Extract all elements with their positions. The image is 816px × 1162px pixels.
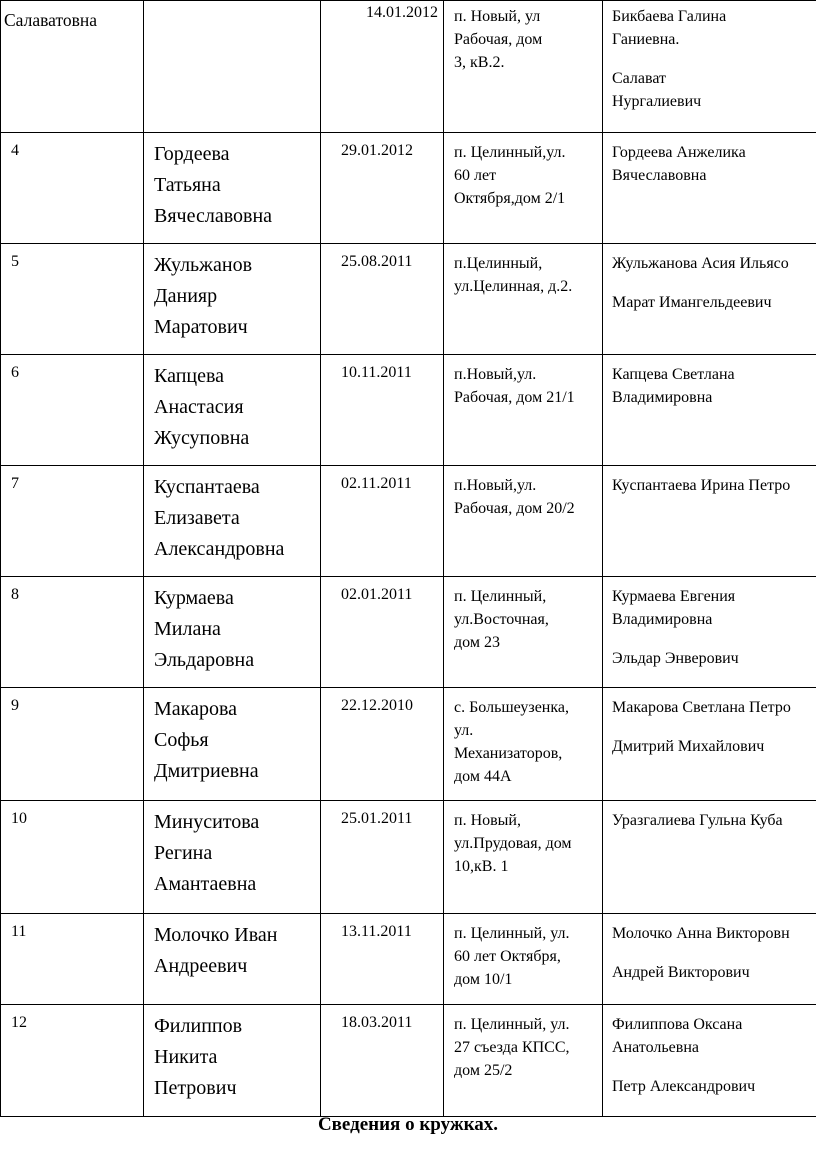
address-line: 60 лет: [454, 167, 497, 184]
child-name-line: Капцева: [154, 365, 225, 387]
address-line: 3, кВ.2.: [454, 54, 505, 71]
address-cell: [444, 355, 603, 466]
address-line: 27 съезда КПСС,: [454, 1039, 570, 1056]
parents-cell: [603, 244, 816, 355]
child-name-line: Регина: [154, 842, 213, 864]
address-line: ул.Целинная, д.2.: [454, 278, 573, 295]
child-name-line: Маратович: [154, 316, 248, 338]
table-row: [1, 133, 816, 244]
child-name-line: Татьяна: [154, 174, 221, 196]
address-line: п. Целинный,: [454, 588, 547, 605]
address-cell: [444, 914, 603, 1005]
birth-date-cell: [321, 355, 444, 466]
child-name-line: Никита: [154, 1046, 218, 1068]
parent-name-line: Куспантаева Ирина Петро: [612, 477, 791, 494]
address-line: п.Новый,ул.: [454, 366, 537, 383]
address-line: Механизаторов,: [454, 745, 563, 762]
table-row: [1, 801, 816, 914]
parents-info: [603, 1005, 816, 1098]
child-name-line: Куспантаева: [154, 476, 260, 498]
parents-cell: [603, 577, 816, 688]
address-line: дом 25/2: [454, 1062, 513, 1079]
child-name: [144, 914, 320, 982]
address-line: п.Новый,ул.: [454, 477, 537, 494]
address-line: ул.Восточная,: [454, 611, 549, 628]
table-row: [1, 1, 816, 133]
child-name-line: Елизавета: [154, 507, 240, 529]
child-name-line: Александровна: [154, 538, 285, 560]
parent-name-line: Салават: [612, 70, 667, 87]
row-number: 10: [11, 810, 27, 827]
child-name-cell: [144, 577, 321, 688]
birth-date: 02.01.2011: [341, 586, 413, 603]
address-line: п. Новый, ул: [454, 8, 541, 25]
parents-cell: [603, 355, 816, 466]
birth-date-cell: [321, 133, 444, 244]
roster-body: [1, 1, 816, 1117]
child-name-line: Петрович: [154, 1077, 237, 1099]
address-line: дом 23: [454, 634, 500, 651]
child-name-line: Жусуповна: [154, 427, 250, 449]
row-number: 6: [11, 364, 19, 381]
table-row: [1, 355, 816, 466]
birth-date-cell: [321, 1005, 444, 1117]
row-number: 5: [11, 253, 19, 270]
parent-name-line: Эльдар Энверович: [612, 650, 739, 667]
address-line: Рабочая, дом 21/1: [454, 389, 575, 406]
birth-date: 10.11.2011: [341, 364, 412, 381]
child-name-line: Дмитриевна: [154, 760, 259, 782]
parents-cell: [603, 801, 816, 914]
address-cell: [444, 1, 603, 133]
address-line: Рабочая, дом: [454, 31, 543, 48]
row-number-cell: [1, 133, 144, 244]
row-number-cell: [1, 1, 144, 133]
birth-date-cell: [321, 1, 444, 133]
parents-info: [603, 688, 816, 758]
parents-info: [603, 801, 816, 832]
parents-cell: [603, 1, 816, 133]
child-name-line: Молочко Иван: [154, 924, 278, 946]
child-name-cell: [144, 914, 321, 1005]
row-number-cell: [1, 355, 144, 466]
birth-date-cell: [321, 914, 444, 1005]
child-name: [144, 355, 320, 454]
row-number-cell: [1, 577, 144, 688]
parent-name-line: Андрей Викторович: [612, 964, 750, 981]
birth-date: 22.12.2010: [341, 697, 413, 714]
parent-name-line: Вячеславовна: [612, 167, 707, 184]
parent-name-line: Марат Имангельдеевич: [612, 294, 772, 311]
child-name-cell: [144, 688, 321, 801]
address-line: п. Целинный, ул.: [454, 925, 570, 942]
address-line: п. Целинный,ул.: [454, 144, 566, 161]
child-name-line: Минуситова: [154, 811, 260, 833]
address-line: дом 44А: [454, 768, 512, 785]
birth-date-cell: [321, 688, 444, 801]
home-address: [444, 914, 602, 991]
table-row: [1, 577, 816, 688]
child-name: [144, 688, 320, 787]
parent-name-line: Ганиевна.: [612, 31, 680, 48]
address-line: с. Большеузенка,: [454, 699, 569, 716]
table-row: [1, 244, 816, 355]
parents-cell: [603, 914, 816, 1005]
child-name-line: Анастасия: [154, 396, 244, 418]
parent-name-line: Анатольевна: [612, 1039, 699, 1056]
birth-date: 13.11.2011: [341, 923, 412, 940]
parents-cell: [603, 688, 816, 801]
birth-date-cell: [321, 577, 444, 688]
address-cell: [444, 801, 603, 914]
parents-info: [603, 466, 816, 497]
table-row: [1, 688, 816, 801]
row-number-cell: [1, 688, 144, 801]
address-line: ул.Прудовая, дом: [454, 835, 572, 852]
child-name: [144, 1, 320, 7]
parent-name-line: Уразгалиева Гульна Куба: [612, 812, 783, 829]
address-line: Рабочая, дом 20/2: [454, 500, 575, 517]
address-line: п.Целинный,: [454, 255, 543, 272]
birth-date: 18.03.2011: [341, 1014, 413, 1031]
row-number-cell: [1, 244, 144, 355]
parent-name-line: Курмаева Евгения: [612, 588, 736, 605]
home-address: [444, 355, 602, 409]
birth-date: 02.11.2011: [341, 475, 412, 492]
parent-name-line: Дмитрий Михайлович: [612, 738, 765, 755]
row-number: Салаватовна: [4, 10, 98, 30]
child-name-line: Данияр: [154, 285, 218, 307]
address-line: п. Целинный, ул.: [454, 1016, 570, 1033]
parents-info: [603, 355, 816, 409]
parent-name-line: Владимировна: [612, 389, 713, 406]
address-line: ул.: [454, 722, 474, 739]
child-name-line: Жульжанов: [154, 254, 253, 276]
child-name: [144, 1005, 320, 1104]
row-number: 8: [11, 586, 19, 603]
child-name-cell: [144, 1005, 321, 1117]
row-number-cell: [1, 466, 144, 577]
child-name-line: Вячеславовна: [154, 205, 273, 227]
child-name-cell: [144, 133, 321, 244]
parents-info: [603, 244, 816, 314]
section-heading-text: Сведения о кружках.: [317, 1114, 499, 1135]
parents-info: [603, 577, 816, 670]
child-name-line: Макарова: [154, 698, 238, 720]
home-address: [444, 1005, 602, 1082]
child-name-line: Андреевич: [154, 955, 248, 977]
birth-date-cell: [321, 244, 444, 355]
row-number: 7: [11, 475, 19, 492]
parent-name-line: Макарова Светлана Петро: [612, 699, 791, 716]
home-address: [444, 577, 602, 654]
parent-name-line: Капцева Светлана: [612, 366, 735, 383]
row-number: 12: [11, 1014, 27, 1031]
child-name-cell: [144, 466, 321, 577]
address-line: дом 10/1: [454, 971, 513, 988]
parent-name-line: Филиппова Оксана: [612, 1016, 743, 1033]
child-name-cell: [144, 355, 321, 466]
child-name-cell: [144, 1, 321, 133]
address-line: Октября,дом 2/1: [454, 190, 566, 207]
parent-name-line: Гордеева Анжелика: [612, 144, 746, 161]
parents-info: [603, 914, 816, 984]
row-number: 11: [11, 923, 27, 940]
birth-date: 25.08.2011: [341, 253, 413, 270]
address-cell: [444, 133, 603, 244]
birth-date-cell: [321, 801, 444, 914]
row-number-cell: [1, 914, 144, 1005]
child-name-line: Эльдаровна: [154, 649, 255, 671]
home-address: [444, 801, 602, 878]
table-row: [1, 1005, 816, 1117]
parent-name-line: Петр Александрович: [612, 1078, 756, 1095]
row-number: 9: [11, 697, 19, 714]
row-number-cell: [1, 801, 144, 914]
child-name-line: Милана: [154, 618, 221, 640]
child-name: [144, 801, 320, 900]
birth-date: 14.01.2012: [366, 4, 438, 21]
address-line: п. Новый,: [454, 812, 521, 829]
parents-cell: [603, 466, 816, 577]
table-row: [1, 914, 816, 1005]
row-number-cell: [1, 1005, 144, 1117]
section-heading: [0, 1114, 816, 1136]
parents-info: [603, 133, 816, 187]
child-name: [144, 466, 320, 565]
parent-name-line: Владимировна: [612, 611, 713, 628]
parent-name-line: Бикбаева Галина: [612, 8, 727, 25]
home-address: [444, 466, 602, 520]
child-name: [144, 577, 320, 676]
parent-name-line: Нургалиевич: [612, 93, 702, 110]
child-name-line: Филиппов: [154, 1015, 243, 1037]
table-row: [1, 466, 816, 577]
address-cell: [444, 688, 603, 801]
address-cell: [444, 244, 603, 355]
parent-name-line: Молочко Анна Викторовн: [612, 925, 790, 942]
address-cell: [444, 466, 603, 577]
home-address: [444, 133, 602, 210]
child-name-line: Амантаевна: [154, 873, 257, 895]
child-name-line: Софья: [154, 729, 209, 751]
parents-info: [603, 1, 816, 113]
birth-date: 29.01.2012: [341, 142, 413, 159]
child-name: [144, 133, 320, 232]
child-name: [144, 244, 320, 343]
birth-date: 25.01.2011: [341, 810, 413, 827]
address-line: 60 лет Октября,: [454, 948, 561, 965]
home-address: [444, 1, 602, 74]
home-address: [444, 244, 602, 298]
parents-cell: [603, 133, 816, 244]
address-cell: [444, 577, 603, 688]
parent-name-line: Жульжанова Асия Ильясо: [612, 255, 789, 272]
child-name-line: Гордеева: [154, 143, 230, 165]
child-name-cell: [144, 801, 321, 914]
home-address: [444, 688, 602, 788]
address-cell: [444, 1005, 603, 1117]
child-name-cell: [144, 244, 321, 355]
child-name-line: Курмаева: [154, 587, 234, 609]
row-number: 4: [11, 142, 19, 159]
address-line: 10,кВ. 1: [454, 858, 509, 875]
parents-cell: [603, 1005, 816, 1117]
birth-date-cell: [321, 466, 444, 577]
